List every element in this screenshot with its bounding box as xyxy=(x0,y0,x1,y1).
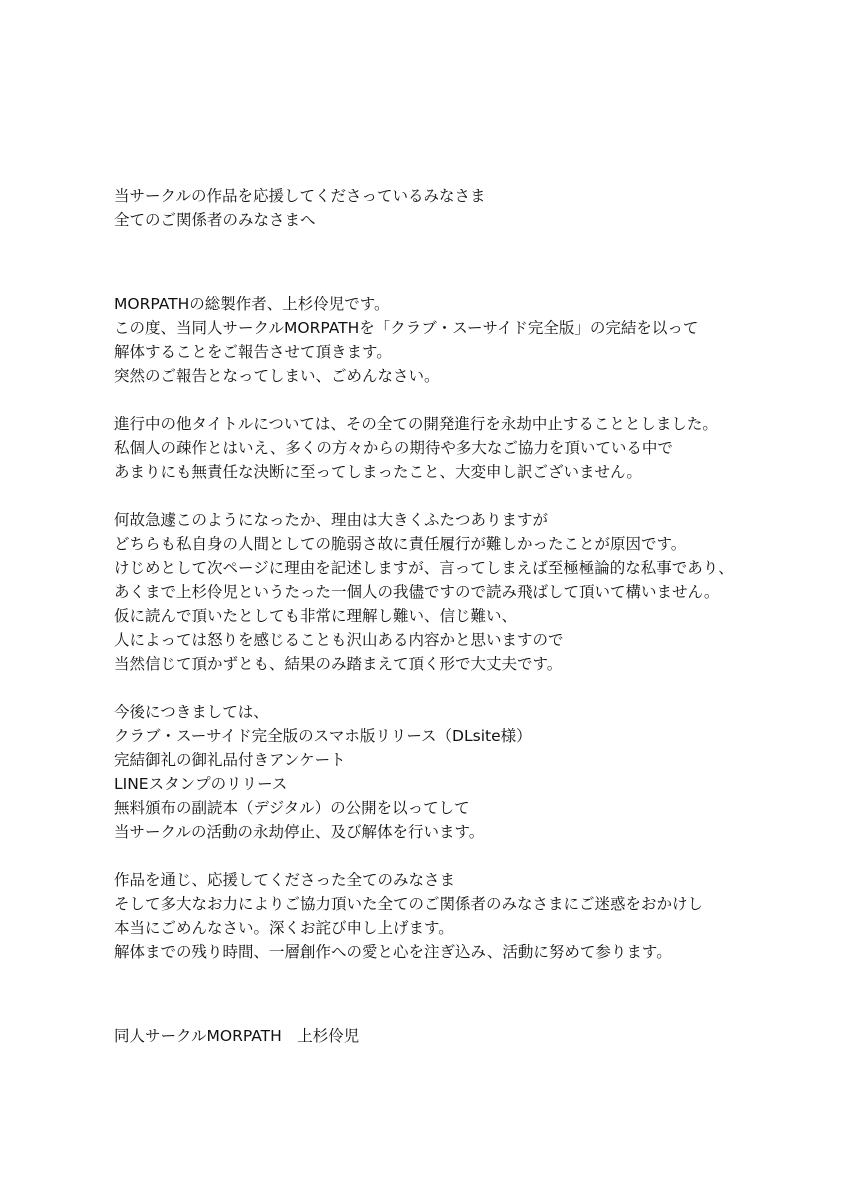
text-line: あまりにも無責任な決断に至ってしまったこと、大変申し訳ございません。 xyxy=(114,463,642,481)
text-line: 作品を通じ、応援してくださった全てのみなさま xyxy=(114,871,456,889)
text-line: 当然信じて頂かずとも、結果のみ踏まえて頂く形で大丈夫です。 xyxy=(114,655,563,673)
text-line: そして多大なお力によりご協力頂いた全てのご関係者のみなさまにご迷惑をおかけし xyxy=(114,895,704,913)
text-line: MORPATHの総製作者、上杉伶児です。 xyxy=(114,295,390,313)
paragraph-cancellation xyxy=(114,412,814,484)
text-line: 完結御礼の御礼品付きアンケート xyxy=(114,751,346,769)
text-line: 当サークルの活動の永劫停止、及び解体を行います。 xyxy=(114,823,485,841)
text-line: 突然のご報告となってしまい、ごめんなさい。 xyxy=(114,367,440,385)
text-line: けじめとして次ページに理由を記述しますが、言ってしまえば至極極論的な私事であり、 xyxy=(114,559,734,577)
text-line: 無料頒布の副読本（デジタル）の公開を以ってして xyxy=(114,799,470,817)
text-line: クラブ・スーサイド完全版のスマホ版リリース（DLsite様） xyxy=(114,727,532,745)
paragraph-introduction xyxy=(114,292,814,388)
letter-body xyxy=(114,184,814,1048)
greeting-line: 当サークルの作品を応援してくださっているみなさま xyxy=(114,187,486,205)
text-line: 解体することをご報告させて頂きます。 xyxy=(114,343,392,361)
text-line: 何故急遽このようになったか、理由は大きくふたつありますが xyxy=(114,511,549,529)
text-line: 仮に読んで頂いたとしても非常に理解し難い、信じ難い、 xyxy=(114,607,518,625)
text-line: あくまで上杉伶児というたった一個人の我儘ですので読み飛ばして頂いて構いません。 xyxy=(114,583,720,601)
greeting-block xyxy=(114,184,814,232)
paragraph-future-plans xyxy=(114,700,814,844)
paragraph-reasons xyxy=(114,508,814,676)
text-line: 人によっては怒りを感じることも沢山ある内容かと思いますので xyxy=(114,631,564,649)
paragraph-apology xyxy=(114,868,814,964)
text-line: 私個人の疎作とはいえ、多くの方々からの期待や多大なご協力を頂いている中で xyxy=(114,439,673,457)
greeting-line: 全てのご関係者のみなさまへ xyxy=(114,211,316,229)
text-line: どちらも私自身の人間としての脆弱さ故に責任履行が難しかったことが原因です。 xyxy=(114,535,687,553)
text-line: 今後につきましては、 xyxy=(114,703,269,721)
text-line: この度、当同人サークルMORPATHを「クラブ・スーサイド完全版」の完結を以って xyxy=(114,319,699,337)
text-line: 解体までの残り時間、一層創作への愛と心を注ぎ込み、活動に努めて参ります。 xyxy=(114,943,672,961)
text-line: LINEスタンプのリリース xyxy=(114,775,288,793)
signature: 同人サークルMORPATH 上杉伶児 xyxy=(114,1027,360,1045)
text-line: 進行中の他タイトルについては、その全ての開発進行を永劫中止することとしました。 xyxy=(114,415,718,433)
text-line: 本当にごめんなさい。深くお詫び申し上げます。 xyxy=(114,919,454,937)
